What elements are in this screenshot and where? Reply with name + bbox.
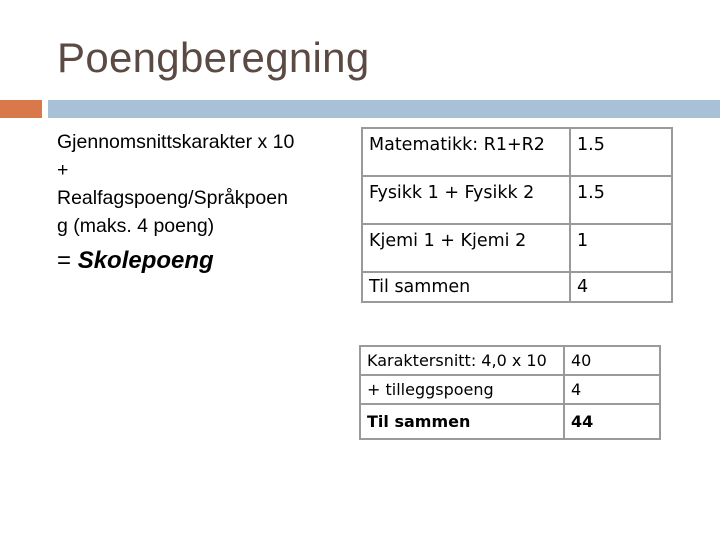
table-row: [362, 176, 672, 224]
table-row: [362, 128, 672, 176]
accent-bar-orange: [0, 100, 42, 118]
table-row: [360, 346, 660, 375]
formula-result: [57, 246, 347, 276]
formula-line-plus: +: [57, 159, 69, 181]
subject-cell: Kjemi 1 + Kjemi 2: [362, 224, 570, 272]
total-value-cell: 44: [564, 404, 660, 439]
calc-label-cell: + tilleggspoeng: [360, 375, 564, 404]
points-cell: 1: [570, 224, 672, 272]
slide-title: Poengberegning: [57, 34, 370, 81]
total-label-cell: Til sammen: [362, 272, 570, 302]
calc-value-cell: 4: [564, 375, 660, 404]
formula-line-bonus: Realfagspoeng/Språkpoen: [57, 187, 288, 209]
points-cell: 1.5: [570, 128, 672, 176]
calc-label-cell: Karaktersnitt: 4,0 x 10: [360, 346, 564, 375]
table-row: [362, 224, 672, 272]
table-row-total: [362, 272, 672, 302]
formula-line-bonus-cont: g (maks. 4 poeng): [57, 215, 215, 237]
total-label-cell: Til sammen: [360, 404, 564, 439]
points-cell: 1.5: [570, 176, 672, 224]
calc-value-cell: 40: [564, 346, 660, 375]
table-row: [360, 375, 660, 404]
accent-bar-blue: [48, 100, 720, 118]
formula-line-average: Gjennomsnittskarakter x 10: [57, 131, 295, 153]
bonus-points-table: [361, 127, 673, 303]
formula-result-word: Skolepoeng: [77, 247, 214, 274]
total-points-cell: 4: [570, 272, 672, 302]
table-row-total: [360, 404, 660, 439]
formula-text: [57, 128, 347, 276]
formula-result-prefix: =: [57, 247, 78, 274]
subject-cell: Fysikk 1 + Fysikk 2: [362, 176, 570, 224]
score-calculation-table: [359, 345, 661, 440]
subject-cell: Matematikk: R1+R2: [362, 128, 570, 176]
